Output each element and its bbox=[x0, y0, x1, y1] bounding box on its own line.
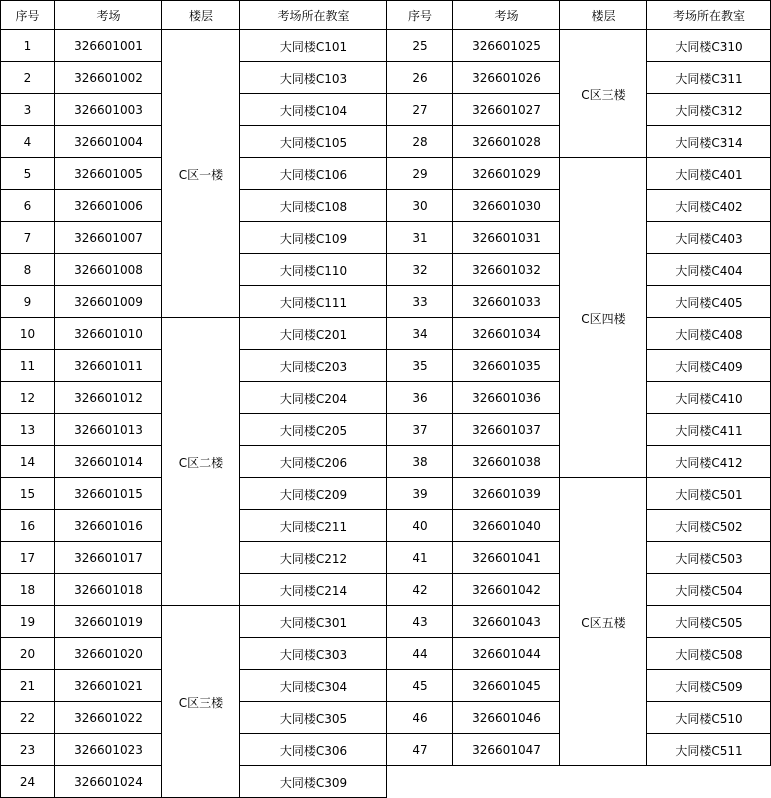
seq-cell: 44 bbox=[412, 647, 428, 661]
grid-line bbox=[387, 285, 560, 286]
grid-line bbox=[387, 733, 560, 734]
grid-line bbox=[240, 573, 387, 574]
room-cell: 326601046 bbox=[472, 711, 541, 725]
room-cell: 326601007 bbox=[74, 231, 143, 245]
grid-line bbox=[560, 765, 647, 766]
classroom-cell: 大同楼C312 bbox=[675, 103, 743, 118]
grid-line bbox=[0, 477, 162, 478]
grid-line bbox=[647, 637, 771, 638]
seq-cell: 20 bbox=[19, 647, 36, 661]
room-cell: 326601038 bbox=[472, 455, 541, 469]
grid-line bbox=[240, 189, 387, 190]
grid-line bbox=[240, 637, 387, 638]
grid-line bbox=[387, 477, 560, 478]
grid-line bbox=[560, 477, 647, 478]
grid-line bbox=[647, 701, 771, 702]
grid-line bbox=[0, 733, 162, 734]
classroom-cell: 大同楼C214 bbox=[279, 583, 348, 598]
floor-cell: C区二楼 bbox=[178, 455, 224, 470]
seq-cell: 33 bbox=[412, 295, 428, 309]
classroom-cell: 大同楼C212 bbox=[279, 551, 348, 566]
grid-line bbox=[0, 413, 162, 414]
grid-line bbox=[647, 349, 771, 350]
classroom-cell: 大同楼C502 bbox=[675, 519, 743, 534]
grid-line bbox=[647, 541, 771, 542]
room-cell: 326601043 bbox=[472, 615, 541, 629]
grid-line bbox=[387, 541, 560, 542]
floor-cell: C区三楼 bbox=[178, 695, 224, 710]
grid-line bbox=[387, 381, 560, 382]
grid-line bbox=[0, 573, 162, 574]
room-cell: 326601040 bbox=[472, 519, 541, 533]
classroom-cell: 大同楼C303 bbox=[279, 647, 348, 662]
classroom-cell: 大同楼C310 bbox=[675, 39, 743, 54]
seq-cell: 15 bbox=[19, 487, 36, 501]
classroom-cell: 大同楼C309 bbox=[279, 775, 348, 790]
grid-line bbox=[647, 509, 771, 510]
room-cell: 326601003 bbox=[74, 103, 143, 117]
seq-cell: 36 bbox=[412, 391, 428, 405]
grid-line bbox=[647, 61, 771, 62]
room-cell: 326601027 bbox=[472, 103, 541, 117]
classroom-cell: 大同楼C305 bbox=[279, 711, 348, 726]
room-cell: 326601015 bbox=[74, 487, 143, 501]
room-cell: 326601039 bbox=[472, 487, 541, 501]
seq-cell: 2 bbox=[23, 71, 32, 85]
classroom-cell: 大同楼C301 bbox=[279, 615, 348, 630]
room-cell: 326601017 bbox=[74, 551, 143, 565]
grid-line bbox=[647, 733, 771, 734]
seq-cell: 43 bbox=[412, 615, 428, 629]
classroom-cell: 大同楼C409 bbox=[675, 359, 743, 374]
room-cell: 326601023 bbox=[74, 743, 143, 757]
grid-line bbox=[0, 669, 162, 670]
classroom-cell: 大同楼C201 bbox=[279, 327, 348, 342]
classroom-cell: 大同楼C304 bbox=[279, 679, 348, 694]
grid-line bbox=[240, 413, 387, 414]
room-cell: 326601002 bbox=[74, 71, 143, 85]
grid-line bbox=[387, 61, 560, 62]
grid-line bbox=[646, 0, 647, 766]
seq-cell: 11 bbox=[19, 359, 36, 373]
room-cell: 326601045 bbox=[472, 679, 541, 693]
grid-line bbox=[387, 637, 560, 638]
grid-line bbox=[54, 0, 55, 797]
header-classroom-right: 考场所在教室 bbox=[672, 8, 745, 23]
grid-line bbox=[647, 669, 771, 670]
grid-line bbox=[387, 413, 560, 414]
grid-line bbox=[387, 125, 560, 126]
grid-line bbox=[647, 93, 771, 94]
grid-line bbox=[0, 541, 162, 542]
header-classroom-left: 考场所在教室 bbox=[277, 8, 350, 23]
classroom-cell: 大同楼C204 bbox=[279, 391, 348, 406]
classroom-cell: 大同楼C511 bbox=[675, 743, 743, 758]
grid-line bbox=[647, 573, 771, 574]
grid-line bbox=[240, 477, 387, 478]
grid-line bbox=[0, 125, 162, 126]
room-cell: 326601011 bbox=[74, 359, 143, 373]
grid-line bbox=[647, 285, 771, 286]
seq-cell: 5 bbox=[23, 167, 32, 181]
room-cell: 326601025 bbox=[472, 39, 541, 53]
seq-cell: 40 bbox=[412, 519, 428, 533]
grid-line bbox=[387, 221, 560, 222]
room-cell: 326601010 bbox=[74, 327, 143, 341]
room-cell: 326601014 bbox=[74, 455, 143, 469]
header-room-right: 考场 bbox=[494, 8, 519, 23]
classroom-cell: 大同楼C412 bbox=[675, 455, 743, 470]
classroom-cell: 大同楼C505 bbox=[675, 615, 743, 630]
grid-line bbox=[387, 765, 560, 766]
seq-cell: 30 bbox=[412, 199, 428, 213]
room-cell: 326601029 bbox=[472, 167, 541, 181]
classroom-cell: 大同楼C503 bbox=[675, 551, 743, 566]
room-cell: 326601006 bbox=[74, 199, 143, 213]
grid-line bbox=[0, 93, 162, 94]
grid-line bbox=[162, 317, 240, 318]
seq-cell: 37 bbox=[412, 423, 428, 437]
classroom-cell: 大同楼C111 bbox=[279, 295, 348, 310]
room-cell: 326601031 bbox=[472, 231, 541, 245]
seq-cell: 16 bbox=[19, 519, 36, 533]
classroom-cell: 大同楼C314 bbox=[675, 135, 743, 150]
grid-line bbox=[240, 701, 387, 702]
seq-cell: 21 bbox=[19, 679, 36, 693]
grid-line bbox=[647, 605, 771, 606]
seq-cell: 7 bbox=[23, 231, 32, 245]
grid-line bbox=[560, 157, 647, 158]
classroom-cell: 大同楼C205 bbox=[279, 423, 348, 438]
grid-line bbox=[647, 189, 771, 190]
grid-line bbox=[240, 317, 387, 318]
grid-line bbox=[0, 61, 162, 62]
seq-cell: 6 bbox=[23, 199, 32, 213]
classroom-cell: 大同楼C508 bbox=[675, 647, 743, 662]
seq-cell: 34 bbox=[412, 327, 428, 341]
grid-line bbox=[387, 573, 560, 574]
grid-line bbox=[0, 381, 162, 382]
room-cell: 326601036 bbox=[472, 391, 541, 405]
classroom-cell: 大同楼C103 bbox=[279, 71, 348, 86]
grid-line bbox=[0, 509, 162, 510]
grid-line bbox=[240, 221, 387, 222]
grid-line bbox=[240, 733, 387, 734]
classroom-cell: 大同楼C209 bbox=[279, 487, 348, 502]
seq-cell: 28 bbox=[412, 135, 428, 149]
grid-line bbox=[387, 93, 560, 94]
classroom-cell: 大同楼C110 bbox=[279, 263, 348, 278]
seq-cell: 41 bbox=[412, 551, 428, 565]
room-cell: 326601016 bbox=[74, 519, 143, 533]
grid-line bbox=[559, 0, 560, 766]
room-cell: 326601022 bbox=[74, 711, 143, 725]
classroom-cell: 大同楼C405 bbox=[675, 295, 743, 310]
grid-line bbox=[0, 605, 162, 606]
seq-cell: 17 bbox=[19, 551, 36, 565]
grid-line bbox=[240, 509, 387, 510]
seq-cell: 8 bbox=[23, 263, 32, 277]
grid-line bbox=[647, 253, 771, 254]
seq-cell: 45 bbox=[412, 679, 428, 693]
classroom-cell: 大同楼C404 bbox=[675, 263, 743, 278]
grid-line bbox=[452, 0, 453, 766]
grid-line bbox=[387, 253, 560, 254]
floor-cell: C区四楼 bbox=[581, 311, 626, 326]
grid-line bbox=[161, 0, 162, 797]
room-cell: 326601035 bbox=[472, 359, 541, 373]
classroom-cell: 大同楼C510 bbox=[675, 711, 743, 726]
room-cell: 326601044 bbox=[472, 647, 541, 661]
grid-line bbox=[647, 221, 771, 222]
grid-line bbox=[647, 125, 771, 126]
grid-line bbox=[240, 349, 387, 350]
classroom-cell: 大同楼C411 bbox=[675, 423, 743, 438]
seq-cell: 9 bbox=[23, 295, 32, 309]
grid-line bbox=[0, 157, 162, 158]
header-seq-left: 序号 bbox=[15, 8, 40, 23]
room-cell: 326601009 bbox=[74, 295, 143, 309]
room-cell: 326601008 bbox=[74, 263, 143, 277]
classroom-cell: 大同楼C206 bbox=[279, 455, 348, 470]
room-cell: 326601033 bbox=[472, 295, 541, 309]
grid-line bbox=[647, 381, 771, 382]
grid-line bbox=[0, 317, 162, 318]
room-cell: 326601026 bbox=[472, 71, 541, 85]
room-cell: 326601013 bbox=[74, 423, 143, 437]
grid-line bbox=[240, 765, 387, 766]
room-cell: 326601012 bbox=[74, 391, 143, 405]
seq-cell: 47 bbox=[412, 743, 428, 757]
seq-cell: 10 bbox=[19, 327, 36, 341]
room-cell: 326601018 bbox=[74, 583, 143, 597]
classroom-cell: 大同楼C104 bbox=[279, 103, 348, 118]
room-cell: 326601019 bbox=[74, 615, 143, 629]
classroom-cell: 大同楼C509 bbox=[675, 679, 743, 694]
floor-cell: C区三楼 bbox=[581, 87, 626, 102]
grid-line bbox=[387, 157, 560, 158]
grid-line bbox=[0, 285, 162, 286]
seq-cell: 4 bbox=[23, 135, 32, 149]
seq-cell: 46 bbox=[412, 711, 428, 725]
seq-cell: 25 bbox=[412, 39, 428, 53]
room-cell: 326601020 bbox=[74, 647, 143, 661]
grid-line bbox=[647, 477, 771, 478]
seq-cell: 35 bbox=[412, 359, 428, 373]
grid-line bbox=[647, 413, 771, 414]
classroom-cell: 大同楼C203 bbox=[279, 359, 348, 374]
classroom-cell: 大同楼C108 bbox=[279, 199, 348, 214]
seq-cell: 3 bbox=[23, 103, 32, 117]
grid-line bbox=[0, 349, 162, 350]
grid-line bbox=[387, 605, 560, 606]
room-cell: 326601024 bbox=[74, 775, 143, 789]
grid-line bbox=[239, 0, 240, 797]
seq-cell: 26 bbox=[412, 71, 428, 85]
grid-line bbox=[162, 605, 240, 606]
grid-line bbox=[240, 285, 387, 286]
room-cell: 326601028 bbox=[472, 135, 541, 149]
seq-cell: 29 bbox=[412, 167, 428, 181]
grid-line bbox=[0, 637, 162, 638]
seq-cell: 38 bbox=[412, 455, 428, 469]
grid-line bbox=[647, 765, 771, 766]
grid-line bbox=[240, 61, 387, 62]
grid-line bbox=[387, 317, 560, 318]
seq-cell: 22 bbox=[19, 711, 36, 725]
seq-cell: 42 bbox=[412, 583, 428, 597]
grid-line bbox=[387, 189, 560, 190]
room-cell: 326601042 bbox=[472, 583, 541, 597]
room-cell: 326601047 bbox=[472, 743, 541, 757]
classroom-cell: 大同楼C311 bbox=[675, 71, 743, 86]
seq-cell: 39 bbox=[412, 487, 428, 501]
seq-cell: 23 bbox=[19, 743, 36, 757]
classroom-cell: 大同楼C401 bbox=[675, 167, 743, 182]
seq-cell: 27 bbox=[412, 103, 428, 117]
classroom-cell: 大同楼C504 bbox=[675, 583, 743, 598]
grid-line bbox=[386, 0, 387, 797]
seq-cell: 18 bbox=[19, 583, 36, 597]
grid-line bbox=[240, 125, 387, 126]
grid-line bbox=[0, 445, 162, 446]
classroom-cell: 大同楼C105 bbox=[279, 135, 348, 150]
grid-line bbox=[240, 157, 387, 158]
seq-cell: 24 bbox=[19, 775, 36, 789]
grid-line bbox=[0, 253, 162, 254]
room-cell: 326601032 bbox=[472, 263, 541, 277]
grid-line bbox=[0, 765, 162, 766]
room-cell: 326601004 bbox=[74, 135, 143, 149]
room-cell: 326601034 bbox=[472, 327, 541, 341]
header-seq-right: 序号 bbox=[407, 8, 432, 23]
room-cell: 326601030 bbox=[472, 199, 541, 213]
classroom-cell: 大同楼C211 bbox=[279, 519, 348, 534]
grid-line bbox=[0, 701, 162, 702]
grid-line bbox=[240, 93, 387, 94]
seq-cell: 19 bbox=[19, 615, 36, 629]
classroom-cell: 大同楼C101 bbox=[279, 39, 348, 54]
grid-line bbox=[387, 701, 560, 702]
classroom-cell: 大同楼C402 bbox=[675, 199, 743, 214]
header-floor-right: 楼层 bbox=[591, 8, 616, 23]
floor-cell: C区一楼 bbox=[178, 167, 224, 182]
seq-cell: 32 bbox=[412, 263, 428, 277]
grid-line bbox=[647, 157, 771, 158]
classroom-cell: 大同楼C408 bbox=[675, 327, 743, 342]
grid-line bbox=[0, 221, 162, 222]
seq-cell: 13 bbox=[19, 423, 36, 437]
grid-line bbox=[240, 605, 387, 606]
floor-cell: C区五楼 bbox=[581, 615, 626, 630]
classroom-cell: 大同楼C109 bbox=[279, 231, 348, 246]
room-cell: 326601005 bbox=[74, 167, 143, 181]
grid-line bbox=[387, 509, 560, 510]
room-cell: 326601021 bbox=[74, 679, 143, 693]
header-floor-left: 楼层 bbox=[188, 8, 213, 23]
header-room-left: 考场 bbox=[96, 8, 121, 23]
classroom-cell: 大同楼C410 bbox=[675, 391, 743, 406]
grid-line bbox=[647, 445, 771, 446]
seq-cell: 14 bbox=[19, 455, 36, 469]
room-cell: 326601037 bbox=[472, 423, 541, 437]
classroom-cell: 大同楼C306 bbox=[279, 743, 348, 758]
grid-line bbox=[240, 381, 387, 382]
grid-line bbox=[0, 0, 1, 797]
grid-line bbox=[0, 189, 162, 190]
room-cell: 326601041 bbox=[472, 551, 541, 565]
grid-line bbox=[240, 445, 387, 446]
seq-cell: 31 bbox=[412, 231, 428, 245]
classroom-cell: 大同楼C501 bbox=[675, 487, 743, 502]
seq-cell: 1 bbox=[23, 39, 32, 53]
seq-cell: 12 bbox=[19, 391, 36, 405]
room-cell: 326601001 bbox=[74, 39, 143, 53]
classroom-cell: 大同楼C403 bbox=[675, 231, 743, 246]
grid-line bbox=[387, 445, 560, 446]
classroom-cell: 大同楼C106 bbox=[279, 167, 348, 182]
grid-line bbox=[387, 669, 560, 670]
grid-line bbox=[240, 669, 387, 670]
grid-line bbox=[387, 349, 560, 350]
grid-line bbox=[240, 253, 387, 254]
grid-line bbox=[240, 541, 387, 542]
grid-line bbox=[647, 317, 771, 318]
